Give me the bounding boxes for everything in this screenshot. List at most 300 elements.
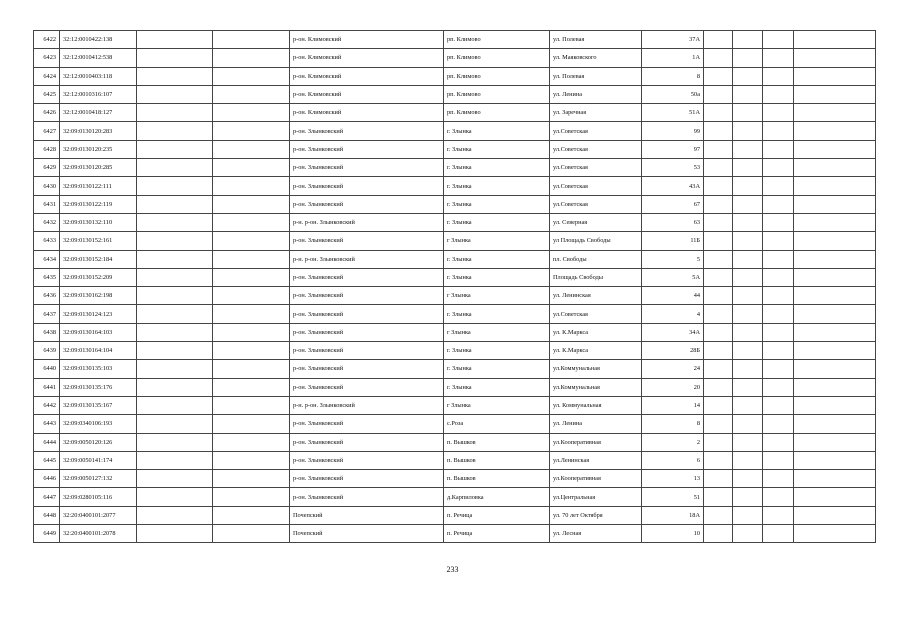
district-cell: р-он. Злынковский (290, 159, 444, 177)
district-cell: р-он. Злынковский (290, 488, 444, 506)
street-cell: ул. Лесная (550, 525, 642, 543)
table-row (34, 250, 876, 268)
empty-cell (794, 268, 876, 286)
cadastral-number-cell: 32:09:0130120:235 (60, 140, 137, 158)
empty-cell (794, 213, 876, 231)
row-number-cell: 6448 (34, 506, 60, 524)
street-cell: Площадь Свободы (550, 268, 642, 286)
empty-cell (733, 287, 763, 305)
empty-cell (213, 85, 290, 103)
empty-cell (213, 415, 290, 433)
empty-cell (137, 287, 213, 305)
house-number-cell: 1А (642, 49, 704, 67)
row-number-cell: 6431 (34, 195, 60, 213)
row-number-cell: 6447 (34, 488, 60, 506)
empty-cell (794, 104, 876, 122)
cadastral-number-cell: 32:09:0130135:167 (60, 396, 137, 414)
row-number-cell: 6438 (34, 323, 60, 341)
empty-cell (763, 305, 794, 323)
street-cell: ул.Советская (550, 159, 642, 177)
register-table (33, 30, 876, 543)
empty-cell (704, 323, 733, 341)
empty-cell (704, 67, 733, 85)
table-row (34, 470, 876, 488)
table-row (34, 525, 876, 543)
empty-cell (763, 506, 794, 524)
empty-cell (137, 506, 213, 524)
empty-cell (213, 396, 290, 414)
row-number-cell: 6437 (34, 305, 60, 323)
table-row (34, 488, 876, 506)
table-row (34, 360, 876, 378)
empty-cell (794, 67, 876, 85)
row-number-cell: 6441 (34, 378, 60, 396)
empty-cell (137, 488, 213, 506)
table-row (34, 49, 876, 67)
empty-cell (704, 305, 733, 323)
settlement-cell: п. Вышков (444, 433, 550, 451)
empty-cell (794, 488, 876, 506)
district-cell: р-он. Климовский (290, 67, 444, 85)
cadastral-number-cell: 32:09:0130152:161 (60, 232, 137, 250)
empty-cell (794, 159, 876, 177)
empty-cell (733, 195, 763, 213)
empty-cell (704, 415, 733, 433)
empty-cell (137, 67, 213, 85)
empty-cell (794, 232, 876, 250)
house-number-cell: 28Б (642, 342, 704, 360)
empty-cell (794, 470, 876, 488)
street-cell: ул.Советская (550, 195, 642, 213)
empty-cell (763, 287, 794, 305)
settlement-cell: рп. Климово (444, 67, 550, 85)
cadastral-number-cell: 32:09:0130164:104 (60, 342, 137, 360)
house-number-cell: 53 (642, 159, 704, 177)
table-row (34, 159, 876, 177)
settlement-cell: г. Злынка (444, 213, 550, 231)
empty-cell (763, 122, 794, 140)
empty-cell (137, 323, 213, 341)
table-row (34, 433, 876, 451)
district-cell: Почепский (290, 525, 444, 543)
district-cell: р-он. Климовский (290, 49, 444, 67)
house-number-cell: 20 (642, 378, 704, 396)
row-number-cell: 6436 (34, 287, 60, 305)
house-number-cell: 4 (642, 305, 704, 323)
empty-cell (137, 525, 213, 543)
table-row (34, 268, 876, 286)
empty-cell (794, 49, 876, 67)
street-cell: ул. Ленинская (550, 287, 642, 305)
empty-cell (213, 360, 290, 378)
settlement-cell: г. Злынка (444, 360, 550, 378)
empty-cell (733, 488, 763, 506)
empty-cell (733, 433, 763, 451)
house-number-cell: 24 (642, 360, 704, 378)
empty-cell (733, 49, 763, 67)
cadastral-number-cell: 32:09:0050127:132 (60, 470, 137, 488)
empty-cell (763, 415, 794, 433)
empty-cell (763, 85, 794, 103)
cadastral-number-cell: 32:09:0130120:285 (60, 159, 137, 177)
empty-cell (213, 67, 290, 85)
street-cell: ул. Полевая (550, 67, 642, 85)
empty-cell (704, 506, 733, 524)
house-number-cell: 8 (642, 415, 704, 433)
empty-cell (704, 451, 733, 469)
empty-cell (704, 104, 733, 122)
empty-cell (733, 305, 763, 323)
street-cell: ул.Советская (550, 305, 642, 323)
cadastral-number-cell: 32:09:0130152:184 (60, 250, 137, 268)
empty-cell (733, 396, 763, 414)
empty-cell (763, 525, 794, 543)
street-cell: пл. Свободы (550, 250, 642, 268)
empty-cell (733, 31, 763, 49)
empty-cell (704, 49, 733, 67)
empty-cell (763, 232, 794, 250)
district-cell: р-он. Климовский (290, 31, 444, 49)
empty-cell (213, 433, 290, 451)
empty-cell (213, 342, 290, 360)
empty-cell (763, 488, 794, 506)
empty-cell (704, 525, 733, 543)
cadastral-number-cell: 32:12:0010418:127 (60, 104, 137, 122)
street-cell: ул.Кооперативная (550, 470, 642, 488)
row-number-cell: 6427 (34, 122, 60, 140)
empty-cell (137, 396, 213, 414)
empty-cell (763, 140, 794, 158)
table-row (34, 31, 876, 49)
district-cell: р-он. Злынковский (290, 470, 444, 488)
empty-cell (733, 378, 763, 396)
empty-cell (733, 470, 763, 488)
table-row (34, 195, 876, 213)
district-cell: р-н. р-он. Злынковский (290, 396, 444, 414)
row-number-cell: 6429 (34, 159, 60, 177)
cadastral-number-cell: 32:09:0340106:193 (60, 415, 137, 433)
district-cell: р-он. Злынковский (290, 415, 444, 433)
empty-cell (763, 213, 794, 231)
house-number-cell: 50а (642, 85, 704, 103)
empty-cell (763, 177, 794, 195)
house-number-cell: 2 (642, 433, 704, 451)
cadastral-number-cell: 32:09:0130135:103 (60, 360, 137, 378)
empty-cell (733, 360, 763, 378)
empty-cell (733, 140, 763, 158)
empty-cell (794, 360, 876, 378)
district-cell: р-он. Климовский (290, 104, 444, 122)
row-number-cell: 6423 (34, 49, 60, 67)
empty-cell (704, 396, 733, 414)
empty-cell (137, 85, 213, 103)
street-cell: ул.Кооперативная (550, 433, 642, 451)
house-number-cell: 63 (642, 213, 704, 231)
empty-cell (763, 470, 794, 488)
cadastral-number-cell: 32:09:0130152:209 (60, 268, 137, 286)
empty-cell (213, 488, 290, 506)
empty-cell (213, 305, 290, 323)
empty-cell (794, 195, 876, 213)
empty-cell (137, 213, 213, 231)
cadastral-number-cell: 32:09:0130120:283 (60, 122, 137, 140)
row-number-cell: 6446 (34, 470, 60, 488)
house-number-cell: 11Б (642, 232, 704, 250)
house-number-cell: 37А (642, 31, 704, 49)
house-number-cell: 5 (642, 250, 704, 268)
empty-cell (733, 250, 763, 268)
empty-cell (733, 415, 763, 433)
empty-cell (213, 159, 290, 177)
street-cell: ул. 70 лет Октября (550, 506, 642, 524)
street-cell: ул. Полевая (550, 31, 642, 49)
settlement-cell: п. Вышков (444, 451, 550, 469)
cadastral-number-cell: 32:09:0130122:119 (60, 195, 137, 213)
settlement-cell: г. Злынка (444, 378, 550, 396)
row-number-cell: 6440 (34, 360, 60, 378)
empty-cell (794, 122, 876, 140)
street-cell: ул. Маяковского (550, 49, 642, 67)
empty-cell (137, 360, 213, 378)
table-row (34, 415, 876, 433)
cadastral-number-cell: 32:12:0010412:538 (60, 49, 137, 67)
settlement-cell: п. Речица (444, 525, 550, 543)
empty-cell (733, 67, 763, 85)
district-cell: р-н. р-он. Злынковский (290, 250, 444, 268)
empty-cell (733, 506, 763, 524)
empty-cell (137, 415, 213, 433)
house-number-cell: 97 (642, 140, 704, 158)
cadastral-number-cell: 32:12:0010422:138 (60, 31, 137, 49)
district-cell: р-н. р-он. Злынковский (290, 213, 444, 231)
empty-cell (213, 323, 290, 341)
cadastral-number-cell: 32:09:0050141:174 (60, 451, 137, 469)
empty-cell (763, 49, 794, 67)
table-row (34, 396, 876, 414)
row-number-cell: 6439 (34, 342, 60, 360)
cadastral-number-cell: 32:12:0010316:107 (60, 85, 137, 103)
cadastral-number-cell: 32:20:0400101:2078 (60, 525, 137, 543)
empty-cell (733, 451, 763, 469)
empty-cell (213, 232, 290, 250)
empty-cell (733, 323, 763, 341)
empty-cell (733, 213, 763, 231)
empty-cell (213, 506, 290, 524)
settlement-cell: г Злынка (444, 232, 550, 250)
empty-cell (704, 488, 733, 506)
row-number-cell: 6435 (34, 268, 60, 286)
cadastral-number-cell: 32:20:0400101:2077 (60, 506, 137, 524)
row-number-cell: 6428 (34, 140, 60, 158)
district-cell: р-он. Злынковский (290, 451, 444, 469)
empty-cell (794, 305, 876, 323)
street-cell: ул. К.Маркса (550, 323, 642, 341)
empty-cell (733, 122, 763, 140)
district-cell: р-он. Климовский (290, 85, 444, 103)
table-row (34, 122, 876, 140)
empty-cell (213, 177, 290, 195)
empty-cell (137, 195, 213, 213)
empty-cell (794, 323, 876, 341)
settlement-cell: г. Злынка (444, 268, 550, 286)
empty-cell (137, 140, 213, 158)
empty-cell (704, 433, 733, 451)
street-cell: ул.Центральная (550, 488, 642, 506)
street-cell: ул.Советская (550, 122, 642, 140)
table-row (34, 378, 876, 396)
house-number-cell: 18А (642, 506, 704, 524)
empty-cell (137, 342, 213, 360)
empty-cell (137, 232, 213, 250)
empty-cell (137, 159, 213, 177)
settlement-cell: г. Злынка (444, 177, 550, 195)
district-cell: р-он. Злынковский (290, 232, 444, 250)
row-number-cell: 6434 (34, 250, 60, 268)
district-cell: р-он. Злынковский (290, 378, 444, 396)
settlement-cell: г. Злынка (444, 195, 550, 213)
empty-cell (733, 232, 763, 250)
table-row (34, 287, 876, 305)
district-cell: р-он. Злынковский (290, 177, 444, 195)
district-cell: р-он. Злынковский (290, 323, 444, 341)
table-row (34, 85, 876, 103)
cadastral-number-cell: 32:09:0130135:176 (60, 378, 137, 396)
empty-cell (213, 250, 290, 268)
house-number-cell: 8 (642, 67, 704, 85)
house-number-cell: 51А (642, 104, 704, 122)
empty-cell (213, 49, 290, 67)
empty-cell (794, 250, 876, 268)
row-number-cell: 6425 (34, 85, 60, 103)
empty-cell (704, 250, 733, 268)
district-cell: р-он. Злынковский (290, 122, 444, 140)
empty-cell (137, 470, 213, 488)
house-number-cell: 44 (642, 287, 704, 305)
empty-cell (213, 470, 290, 488)
settlement-cell: г. Злынка (444, 140, 550, 158)
house-number-cell: 14 (642, 396, 704, 414)
district-cell: р-он. Злынковский (290, 268, 444, 286)
empty-cell (137, 268, 213, 286)
street-cell: ул. К.Маркса (550, 342, 642, 360)
row-number-cell: 6443 (34, 415, 60, 433)
empty-cell (213, 451, 290, 469)
table-row (34, 140, 876, 158)
table-row (34, 67, 876, 85)
row-number-cell: 6444 (34, 433, 60, 451)
empty-cell (763, 378, 794, 396)
empty-cell (733, 177, 763, 195)
empty-cell (213, 268, 290, 286)
empty-cell (794, 287, 876, 305)
district-cell: Почепский (290, 506, 444, 524)
table-row (34, 506, 876, 524)
empty-cell (213, 122, 290, 140)
settlement-cell: рп. Климово (444, 31, 550, 49)
settlement-cell: рп. Климово (444, 49, 550, 67)
street-cell: ул Площадь Свободы (550, 232, 642, 250)
empty-cell (213, 213, 290, 231)
row-number-cell: 6424 (34, 67, 60, 85)
empty-cell (213, 378, 290, 396)
empty-cell (704, 470, 733, 488)
empty-cell (763, 396, 794, 414)
empty-cell (794, 451, 876, 469)
house-number-cell: 43А (642, 177, 704, 195)
empty-cell (137, 49, 213, 67)
street-cell: ул.Коммунальная (550, 378, 642, 396)
district-cell: р-он. Злынковский (290, 287, 444, 305)
empty-cell (763, 268, 794, 286)
street-cell: ул.Советская (550, 140, 642, 158)
empty-cell (704, 232, 733, 250)
house-number-cell: 5А (642, 268, 704, 286)
empty-cell (794, 415, 876, 433)
street-cell: ул.Ленинская (550, 451, 642, 469)
settlement-cell: г. Злынка (444, 342, 550, 360)
empty-cell (704, 360, 733, 378)
district-cell: р-он. Злынковский (290, 140, 444, 158)
empty-cell (137, 433, 213, 451)
row-number-cell: 6432 (34, 213, 60, 231)
empty-cell (704, 195, 733, 213)
table-body (34, 31, 876, 543)
empty-cell (794, 177, 876, 195)
table-row (34, 342, 876, 360)
empty-cell (704, 159, 733, 177)
settlement-cell: п. Речица (444, 506, 550, 524)
empty-cell (704, 31, 733, 49)
house-number-cell: 99 (642, 122, 704, 140)
empty-cell (213, 287, 290, 305)
empty-cell (763, 360, 794, 378)
empty-cell (213, 31, 290, 49)
street-cell: ул. Заречная (550, 104, 642, 122)
empty-cell (137, 305, 213, 323)
empty-cell (794, 85, 876, 103)
empty-cell (733, 342, 763, 360)
cadastral-number-cell: 32:09:0130132:110 (60, 213, 137, 231)
cadastral-number-cell: 32:09:0130124:123 (60, 305, 137, 323)
empty-cell (763, 342, 794, 360)
empty-cell (763, 159, 794, 177)
empty-cell (137, 122, 213, 140)
house-number-cell: 13 (642, 470, 704, 488)
settlement-cell: д.Карпиловка (444, 488, 550, 506)
empty-cell (763, 67, 794, 85)
empty-cell (763, 433, 794, 451)
settlement-cell: г. Злынка (444, 250, 550, 268)
empty-cell (213, 195, 290, 213)
empty-cell (137, 451, 213, 469)
street-cell: ул. Коммунальная (550, 396, 642, 414)
settlement-cell: г. Злынка (444, 159, 550, 177)
empty-cell (213, 104, 290, 122)
cadastral-number-cell: 32:09:0280105:116 (60, 488, 137, 506)
street-cell: ул.Советская (550, 177, 642, 195)
row-number-cell: 6449 (34, 525, 60, 543)
cadastral-number-cell: 32:09:0130122:111 (60, 177, 137, 195)
empty-cell (763, 323, 794, 341)
empty-cell (763, 104, 794, 122)
settlement-cell: г Злынка (444, 287, 550, 305)
settlement-cell: рп. Климово (444, 104, 550, 122)
empty-cell (763, 250, 794, 268)
empty-cell (704, 268, 733, 286)
settlement-cell: рп. Климово (444, 85, 550, 103)
empty-cell (794, 378, 876, 396)
house-number-cell: 34А (642, 323, 704, 341)
